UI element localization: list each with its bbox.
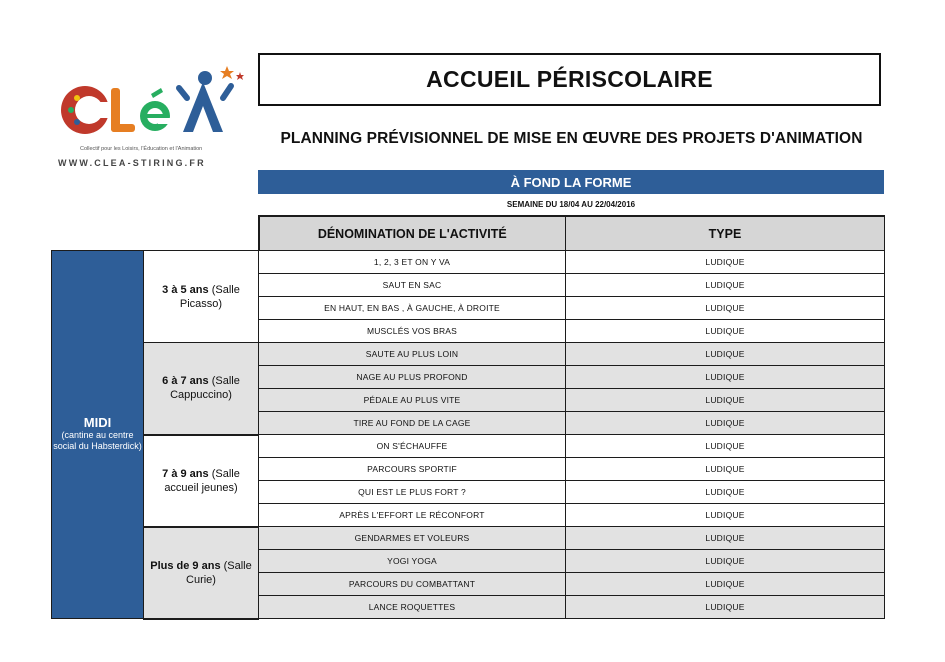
activity-name: 1, 2, 3 ET ON Y VA [259, 251, 566, 274]
group-cell [144, 343, 259, 435]
group-age: 7 à 9 ans [162, 467, 209, 480]
activity-type: LUDIQUE [566, 320, 885, 343]
activity-name: MUSCLÉS VOS BRAS [259, 320, 566, 343]
activity-type: LUDIQUE [566, 435, 885, 458]
activity-name: SAUT EN SAC [259, 274, 566, 297]
planning-table [51, 215, 885, 620]
table-corner [52, 216, 259, 251]
logo-url: WWW.CLEA-STIRING.FR [58, 158, 206, 168]
week-label: SEMAINE DU 18/04 AU 22/04/2016 [506, 200, 636, 209]
table-row [52, 527, 885, 550]
activity-type: LUDIQUE [566, 343, 885, 366]
activity-name: PARCOURS SPORTIF [259, 458, 566, 481]
page-title: ACCUEIL PÉRISCOLAIRE [258, 53, 881, 106]
activity-type: LUDIQUE [566, 251, 885, 274]
activity-name: PARCOURS DU COMBATTANT [259, 573, 566, 596]
activity-name: YOGI YOGA [259, 550, 566, 573]
clea-logo-graphic [55, 58, 255, 158]
group-cell [144, 251, 259, 343]
activity-type: LUDIQUE [566, 389, 885, 412]
group-age: Plus de 9 ans [150, 559, 221, 572]
table-row [52, 251, 885, 274]
activity-name: APRÈS L'EFFORT LE RÉCONFORT [259, 504, 566, 527]
activity-type: LUDIQUE [566, 504, 885, 527]
activity-name: ON S'ÉCHAUFFE [259, 435, 566, 458]
table-body [52, 251, 885, 619]
activity-name: NAGE AU PLUS PROFOND [259, 366, 566, 389]
table-row [52, 343, 885, 366]
period-title: MIDI [83, 415, 112, 430]
group-room: (Salle Cappuccino) [170, 375, 240, 402]
activity-type: LUDIQUE [566, 527, 885, 550]
activity-name: EN HAUT, EN BAS , À GAUCHE, À DROITE [259, 297, 566, 320]
activity-name: GENDARMES ET VOLEURS [259, 527, 566, 550]
table-row [52, 435, 885, 458]
activity-type: LUDIQUE [566, 573, 885, 596]
group-cell [144, 435, 259, 527]
activity-type: LUDIQUE [566, 596, 885, 619]
activity-type: LUDIQUE [566, 458, 885, 481]
activity-name: TIRE AU FOND DE LA CAGE [259, 412, 566, 435]
group-cell [144, 527, 259, 619]
header-type: TYPE [566, 216, 885, 251]
activity-type: LUDIQUE [566, 366, 885, 389]
activity-name: QUI EST LE PLUS FORT ? [259, 481, 566, 504]
page-subtitle: PLANNING PRÉVISIONNEL DE MISE EN ŒUVRE DES PROJETS D'ANIMATION [280, 130, 863, 147]
group-room: (Salle Curie) [186, 559, 252, 586]
period-detail: (cantine au centre social du Habsterdick) [53, 430, 142, 451]
activity-name: SAUTE AU PLUS LOIN [259, 343, 566, 366]
group-age: 3 à 5 ans [162, 283, 209, 296]
activity-type: LUDIQUE [566, 274, 885, 297]
activity-type: LUDIQUE [566, 412, 885, 435]
logo-tagline: Collectif pour les Loisirs, l'Éducation et l'Animation [80, 146, 203, 152]
activity-type: LUDIQUE [566, 297, 885, 320]
clea-logo [55, 58, 255, 173]
header-activity: DÉNOMINATION DE L'ACTIVITÉ [259, 216, 566, 251]
activity-type: LUDIQUE [566, 481, 885, 504]
period-cell [52, 251, 144, 619]
activity-type: LUDIQUE [566, 550, 885, 573]
theme-banner: À FOND LA FORME [258, 170, 884, 194]
group-room: (Salle Picasso) [179, 283, 240, 310]
group-age: 6 à 7 ans [162, 375, 209, 388]
group-room: (Salle accueil jeunes) [164, 467, 240, 494]
activity-name: PÉDALE AU PLUS VITE [259, 389, 566, 412]
activity-name: LANCE ROQUETTES [259, 596, 566, 619]
